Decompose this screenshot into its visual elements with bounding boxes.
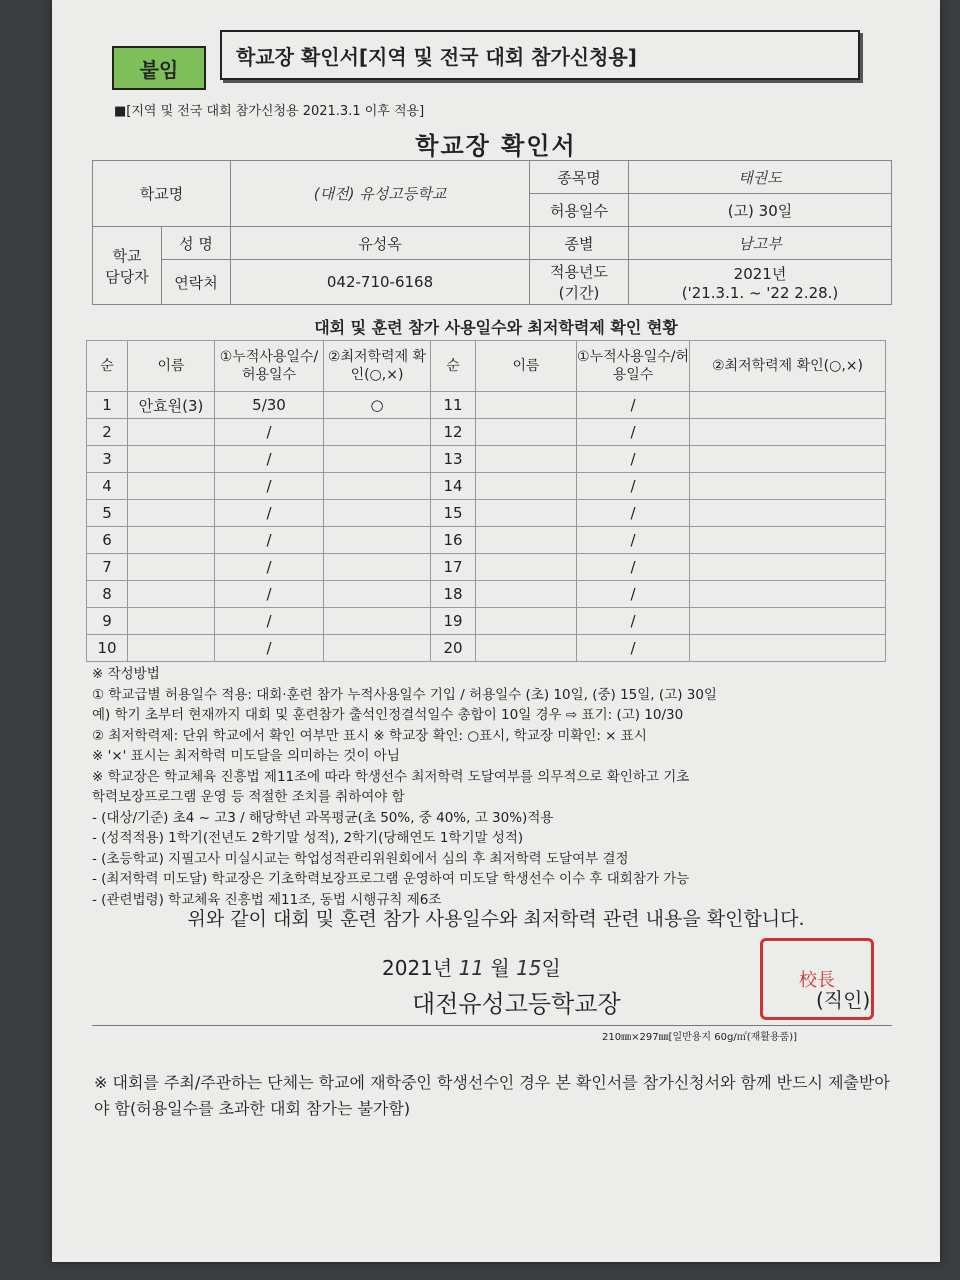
table-cell-check xyxy=(324,608,431,635)
table-cell-check xyxy=(690,554,886,581)
table-cell-check xyxy=(324,527,431,554)
col-header: 순 xyxy=(431,341,476,392)
table-cell-no: 13 xyxy=(431,446,476,473)
table-cell-name xyxy=(128,446,215,473)
table-cell-no: 17 xyxy=(431,554,476,581)
col-header: ①누적사용일수/허용일수 xyxy=(215,341,324,392)
category-value: 남고부 xyxy=(629,227,892,260)
table-cell-name xyxy=(128,500,215,527)
writing-instructions xyxy=(92,664,892,910)
table-row xyxy=(87,581,886,608)
name-value: 유성옥 xyxy=(231,227,530,260)
table-cell-days: / xyxy=(577,446,690,473)
table-cell-name xyxy=(128,581,215,608)
table-cell-check xyxy=(324,419,431,446)
date-year: 2021년 xyxy=(382,956,453,980)
info-table xyxy=(92,160,892,305)
instruction-line: - (성적적용) 1학기(전년도 2학기말 성적), 2학기(당해연도 1학기말 성적) xyxy=(92,830,524,846)
table-cell-days: / xyxy=(577,581,690,608)
table-row xyxy=(87,608,886,635)
category-label: 종별 xyxy=(530,227,629,260)
table-cell-check xyxy=(324,500,431,527)
status-subtitle: 대회 및 훈련 참가 사용일수와 최저학력제 확인 현황 xyxy=(314,318,678,337)
confirmation-text: 위와 같이 대회 및 훈련 참가 사용일수와 최저학력 관련 내용을 확인합니다. xyxy=(187,908,805,930)
table-cell-name xyxy=(476,473,577,500)
table-cell-name xyxy=(476,581,577,608)
period-value: ('21.3.1. ~ '22 2.28.) xyxy=(681,283,839,302)
date-month: 11 xyxy=(458,956,485,980)
status-table xyxy=(86,340,886,662)
col-header: 이름 xyxy=(128,341,215,392)
table-cell-check xyxy=(690,473,886,500)
table-cell-no: 2 xyxy=(87,419,128,446)
table-cell-check xyxy=(324,473,431,500)
table-cell-no: 9 xyxy=(87,608,128,635)
col-header: 순 xyxy=(87,341,128,392)
table-cell-check xyxy=(324,581,431,608)
name-label: 성 명 xyxy=(162,227,231,260)
table-cell-name xyxy=(476,446,577,473)
instruction-line: - (대상/기준) 초4 ~ 고3 / 해당학년 과목평균(초 50%, 중 40%, 고 30%)적용 xyxy=(92,809,554,826)
table-cell-no: 16 xyxy=(431,527,476,554)
col-header: ②최저학력제 확인(○,×) xyxy=(690,341,886,392)
table-cell-days: / xyxy=(577,473,690,500)
table-cell-name xyxy=(476,392,577,419)
table-cell-days: / xyxy=(215,635,324,662)
table-cell-name xyxy=(476,554,577,581)
instruction-line: ※ 작성방법 xyxy=(92,666,160,682)
days-label: 허용일수 xyxy=(530,194,629,227)
table-cell-no: 20 xyxy=(431,635,476,662)
table-row xyxy=(87,554,886,581)
staff-label: 학교 담당자 xyxy=(93,227,162,305)
table-row xyxy=(87,500,886,527)
table-cell-check xyxy=(324,635,431,662)
applicability-note: ■[지역 및 전국 대회 참가신청용 2021.3.1 이후 적용] xyxy=(114,104,425,119)
table-row xyxy=(87,446,886,473)
table-cell-no: 12 xyxy=(431,419,476,446)
document-page xyxy=(52,0,940,1262)
table-cell-check xyxy=(324,446,431,473)
table-cell-no: 15 xyxy=(431,500,476,527)
col-header: ②최저학력제 확인(○,×) xyxy=(324,341,431,392)
table-cell-days: / xyxy=(215,446,324,473)
table-cell-days: 5/30 xyxy=(215,392,324,419)
table-cell-name xyxy=(128,473,215,500)
table-cell-check xyxy=(690,581,886,608)
table-row xyxy=(87,419,886,446)
date-day-label: 일 xyxy=(541,956,561,980)
col-header: ①누적사용일수/허용일수 xyxy=(577,341,690,392)
table-cell-check xyxy=(324,554,431,581)
instruction-line: - (초등학교) 지필고사 미실시교는 학업성적관리위원회에서 심의 후 최저학력 도달여부 결정 xyxy=(92,850,629,867)
table-cell-days: / xyxy=(215,500,324,527)
table-cell-name xyxy=(128,608,215,635)
table-cell-no: 6 xyxy=(87,527,128,554)
days-value: (고) 30일 xyxy=(629,194,892,227)
table-cell-days: / xyxy=(577,554,690,581)
table-cell-check xyxy=(690,446,886,473)
table-cell-no: 18 xyxy=(431,581,476,608)
instruction-line: ② 최저학력제: 단위 학교에서 확인 여부만 표시 ※ 학교장 확인: ○표시, 학교장 미확인: × 표시 xyxy=(92,727,647,744)
table-cell-check xyxy=(690,500,886,527)
header-title: 학교장 확인서[지역 및 전국 대회 참가신청용] xyxy=(220,30,860,80)
table-cell-no: 7 xyxy=(87,554,128,581)
table-cell-no: 4 xyxy=(87,473,128,500)
table-cell-name xyxy=(476,527,577,554)
table-row xyxy=(87,635,886,662)
table-cell-days: / xyxy=(577,635,690,662)
status-table-body xyxy=(87,392,886,662)
table-cell-days: / xyxy=(577,527,690,554)
table-cell-no: 8 xyxy=(87,581,128,608)
principal-name: 대전유성고등학교장 xyxy=(412,990,621,1018)
table-cell-no: 1 xyxy=(87,392,128,419)
table-cell-name xyxy=(128,419,215,446)
footer-note: ※ 대회를 주최/주관하는 단체는 학교에 재학중인 학생선수인 경우 본 확인서를 참가신청서와 함께 반드시 제출받아야 함(허용일수를 초과한 대회 참가는 불가함) xyxy=(94,1073,890,1118)
table-cell-days: / xyxy=(215,473,324,500)
paper-spec: 210㎜×297㎜[일반용지 60g/㎡(재활용품)] xyxy=(602,1032,798,1043)
table-cell-check xyxy=(690,419,886,446)
table-cell-days: / xyxy=(577,392,690,419)
date-day: 15 xyxy=(516,956,542,980)
table-cell-name xyxy=(476,635,577,662)
table-cell-no: 10 xyxy=(87,635,128,662)
attachment-badge: 붙임 xyxy=(112,46,206,90)
instruction-line: - (관련법령) 학교체육 진흥법 제11조, 동법 시행규칙 제6조 xyxy=(92,891,442,908)
table-cell-name xyxy=(476,608,577,635)
table-cell-no: 3 xyxy=(87,446,128,473)
table-cell-days: / xyxy=(215,419,324,446)
sport-label: 종목명 xyxy=(530,161,629,194)
col-header: 이름 xyxy=(476,341,577,392)
contact-value: 042-710-6168 xyxy=(231,260,530,305)
table-cell-name xyxy=(128,554,215,581)
table-cell-name xyxy=(128,635,215,662)
year-cell xyxy=(629,260,892,305)
table-cell-check xyxy=(690,392,886,419)
table-cell-days: / xyxy=(215,527,324,554)
table-cell-check xyxy=(690,635,886,662)
table-cell-check: ○ xyxy=(324,392,431,419)
table-cell-name: 안효원(3) xyxy=(128,392,215,419)
table-cell-name xyxy=(476,419,577,446)
school-value: (대전) 유성고등학교 xyxy=(231,161,530,227)
table-cell-no: 5 xyxy=(87,500,128,527)
school-label: 학교명 xyxy=(93,161,231,227)
sport-value: 태권도 xyxy=(629,161,892,194)
table-row xyxy=(87,473,886,500)
instruction-line: 학력보장프로그램 운영 등 적절한 조치를 취하여야 함 xyxy=(92,789,405,805)
table-cell-check xyxy=(690,527,886,554)
table-cell-days: / xyxy=(577,608,690,635)
seal-text: 校長 xyxy=(799,970,835,991)
instruction-line: 예) 학기 초부터 현재까지 대회 및 훈련참가 출석인정결석일수 총합이 10일 경우 ⇨ 표기: (고) 10/30 xyxy=(92,707,684,723)
table-cell-check xyxy=(690,608,886,635)
table-cell-days: / xyxy=(215,581,324,608)
divider xyxy=(92,1025,892,1026)
table-row xyxy=(87,392,886,419)
instruction-line: ① 학교급별 허용일수 적용: 대회·훈련 참가 누적사용일수 기입 / 허용일수 (초) 10일, (중) 15일, (고) 30일 xyxy=(92,686,717,703)
year-value: 2021년 xyxy=(733,264,787,283)
signature-date xyxy=(382,952,561,981)
instruction-line: ※ '×' 표시는 최저학력 미도달을 의미하는 것이 아님 xyxy=(92,748,400,764)
instruction-line: ※ 학교장은 학교체육 진흥법 제11조에 따라 학생선수 최저학력 도달여부를 의무적으로 확인하고 기초 xyxy=(92,768,690,785)
table-row xyxy=(87,527,886,554)
table-cell-name xyxy=(128,527,215,554)
table-cell-no: 19 xyxy=(431,608,476,635)
date-month-label: 월 xyxy=(490,956,510,980)
document-title: 학교장 확인서 xyxy=(415,132,577,160)
instruction-line: - (최저학력 미도달) 학교장은 기초학력보장프로그램 운영하여 미도달 학생선수 이수 후 대회참가 가능 xyxy=(92,871,690,887)
contact-label: 연락처 xyxy=(162,260,231,305)
table-cell-days: / xyxy=(215,554,324,581)
table-cell-days: / xyxy=(577,419,690,446)
table-cell-name xyxy=(476,500,577,527)
table-cell-no: 14 xyxy=(431,473,476,500)
table-cell-days: / xyxy=(577,500,690,527)
table-cell-days: / xyxy=(215,608,324,635)
table-cell-no: 11 xyxy=(431,392,476,419)
year-label: 적용년도 (기간) xyxy=(530,260,629,305)
seal-mark: (직인) xyxy=(816,988,871,1012)
